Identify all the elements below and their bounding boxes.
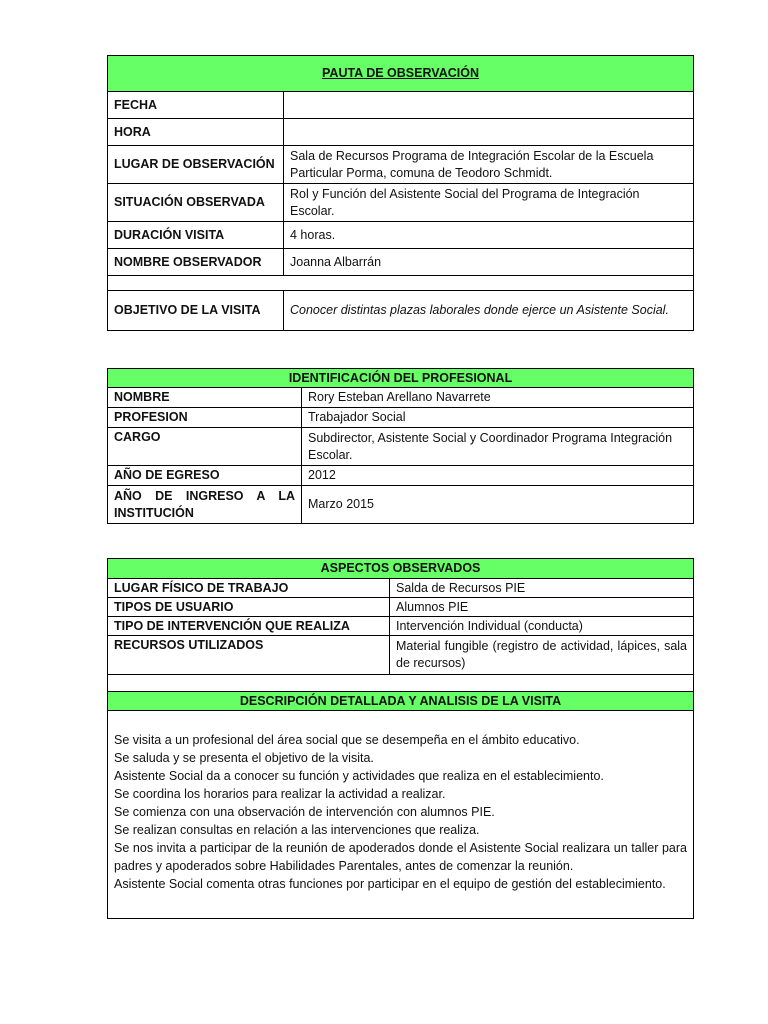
objetivo-value: Conocer distintas plazas laborales donde ejerce un Asistente Social. — [284, 291, 694, 331]
descripcion-line: Se comienza con una observación de intervención con alumnos PIE. — [114, 805, 495, 819]
duracion-label: DURACIÓN VISITA — [108, 222, 284, 249]
aspectos-table — [107, 558, 694, 919]
recursos-value: Material fungible (registro de actividad, lápices, sala de recursos) — [390, 636, 694, 675]
profesional-table — [107, 368, 694, 524]
lugar-label: LUGAR DE OBSERVACIÓN — [108, 146, 284, 184]
descripcion-line: Se coordina los horarios para realizar la actividad a realizar. — [114, 787, 446, 801]
nombre-value: Rory Esteban Arellano Navarrete — [302, 388, 694, 408]
descripcion-line: Asistente Social da a conocer su función y actividades que realiza en el establecimiento. — [114, 769, 604, 783]
recursos-label: RECURSOS UTILIZADOS — [108, 636, 390, 675]
objetivo-label: OBJETIVO DE LA VISITA — [108, 291, 284, 331]
ingreso-label: AÑO DE INGRESO A LA INSTITUCIÓN — [108, 486, 302, 524]
profesional-title: IDENTIFICACIÓN DEL PROFESIONAL — [108, 369, 694, 388]
situacion-value: Rol y Función del Asistente Social del Programa de Integración Escolar. — [284, 184, 694, 222]
cargo-value: Subdirector, Asistente Social y Coordinador Programa Integración Escolar. — [302, 428, 694, 466]
intervencion-value: Intervención Individual (conducta) — [390, 617, 694, 636]
descripcion-line: Se realizan consultas en relación a las intervenciones que realiza. — [114, 823, 480, 837]
ingreso-value: Marzo 2015 — [302, 486, 694, 524]
nombre-label: NOMBRE — [108, 388, 302, 408]
situacion-label: SITUACIÓN OBSERVADA — [108, 184, 284, 222]
pauta-table — [107, 55, 694, 331]
tipos-usuario-label: TIPOS DE USUARIO — [108, 598, 390, 617]
profesion-label: PROFESION — [108, 408, 302, 428]
tipos-usuario-value: Alumnos PIE — [390, 598, 694, 617]
observador-value: Joanna Albarrán — [284, 249, 694, 276]
hora-label: HORA — [108, 119, 284, 146]
lugar-value: Sala de Recursos Programa de Integración Escolar de la Escuela Particular Porma, comuna de Teodoro Schmidt. — [284, 146, 694, 184]
lugar-fisico-value: Salda de Recursos PIE — [390, 579, 694, 598]
spacer-row — [108, 276, 694, 291]
descripcion-title: DESCRIPCIÓN DETALLADA Y ANALISIS DE LA VISITA — [108, 692, 694, 711]
duracion-value: 4 horas. — [284, 222, 694, 249]
cargo-label: CARGO — [108, 428, 302, 466]
observador-label: NOMBRE OBSERVADOR — [108, 249, 284, 276]
descripcion-line: Se nos invita a participar de la reunión de apoderados donde el Asistente Social realizara un taller para padres y apoderados sobre Habilidades Parentales, antes de comenzar la reunión. — [114, 841, 688, 873]
fecha-label: FECHA — [108, 92, 284, 119]
hora-value — [284, 119, 694, 146]
descripcion-body — [108, 711, 694, 919]
egreso-label: AÑO DE EGRESO — [108, 466, 302, 486]
lugar-fisico-label: LUGAR FÍSICO DE TRABAJO — [108, 579, 390, 598]
descripcion-line: Asistente Social comenta otras funciones por participar en el equipo de gestión del establecimiento. — [114, 877, 666, 891]
spacer-row — [108, 675, 694, 692]
fecha-value — [284, 92, 694, 119]
profesion-value: Trabajador Social — [302, 408, 694, 428]
descripcion-line: Se saluda y se presenta el objetivo de la visita. — [114, 751, 374, 765]
pauta-title: PAUTA DE OBSERVACIÓN — [108, 56, 694, 92]
descripcion-line: Se visita a un profesional del área social que se desempeña en el ámbito educativo. — [114, 733, 580, 747]
aspectos-title: ASPECTOS OBSERVADOS — [108, 559, 694, 579]
egreso-value: 2012 — [302, 466, 694, 486]
intervencion-label: TIPO DE INTERVENCIÓN QUE REALIZA — [108, 617, 390, 636]
